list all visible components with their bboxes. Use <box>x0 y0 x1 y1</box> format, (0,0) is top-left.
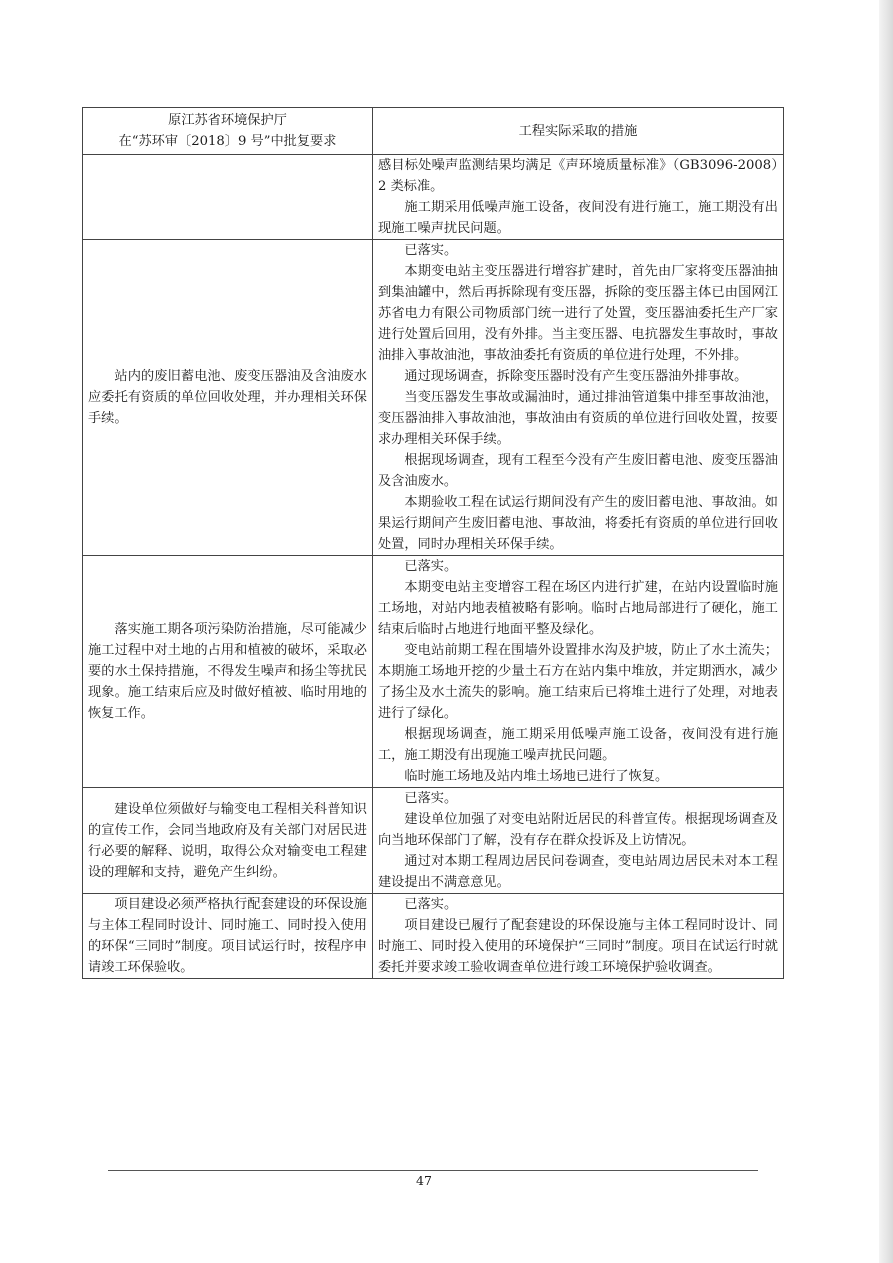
measure-paragraph: 当变压器发生事故或漏油时，通过排油管道集中排至事故油池，变压器油排入事故油池，事故油由有资质的单位进行回收处置，按要求办理相关环保手续。 <box>378 390 778 447</box>
actual-measure-cell <box>373 155 784 240</box>
measure-paragraph: 本期变电站主变压器进行增容扩建时，首先由厂家将变压器油抽到集油罐中，然后再拆除现有变压器，拆除的变压器主体已由国网江苏省电力有限公司物质部门统一进行了处置，变压器油委托生产厂家进行处置后回用，没有外排。当主变压器、电抗器发生事故时，事故油排入事故油池，事故油委托有资质的单位进行处理，不外排。 <box>378 264 778 363</box>
measure-paragraph: 已落实。 <box>404 897 458 912</box>
actual-measure-cell <box>373 556 784 788</box>
measure-paragraph: 根据现场调查，现有工程至今没有产生废旧蓄电池、废变压器油及含油废水。 <box>378 453 778 489</box>
approval-requirement-cell <box>83 788 373 894</box>
table-row <box>83 240 784 556</box>
requirement-text: 落实施工期各项污染防治措施，尽可能减少施工过程中对土地的占用和植被的破坏，采取必要的水土保持措施，不得发生噪声和扬尘等扰民现象。施工结束后应及时做好植被、临时用地的恢复工作。 <box>88 622 367 721</box>
measure-paragraph: 项目建设已履行了配套建设的环保设施与主体工程同时设计、同时施工、同时投入使用的环境保护“三同时”制度。项目在试运行时就委托并要求竣工验收调查单位进行竣工环境保护验收调查。 <box>378 918 778 975</box>
measure-paragraph: 已落实。 <box>404 243 458 258</box>
measure-paragraph: 本期验收工程在试运行期间没有产生的废旧蓄电池、事故油。如果运行期间产生废旧蓄电池、事故油，将委托有资质的单位进行回收处置，同时办理相关环保手续。 <box>378 495 778 552</box>
measure-paragraph: 感目标处噪声监测结果均满足《声环境质量标准》（GB3096-2008）2 类标准。 <box>378 158 778 194</box>
actual-measure-cell <box>373 788 784 894</box>
page-number: 47 <box>416 1173 432 1188</box>
measure-paragraph: 通过对本期工程周边居民问卷调查，变电站周边居民未对本工程建设提出不满意意见。 <box>378 854 778 890</box>
approval-requirement-cell <box>83 894 373 979</box>
footer-divider <box>108 1170 758 1171</box>
actual-measure-cell <box>373 240 784 556</box>
actual-measure-cell <box>373 894 784 979</box>
measure-paragraph: 临时施工场地及站内堆土场地已进行了恢复。 <box>404 769 669 784</box>
requirement-text: 站内的废旧蓄电池、废变压器油及含油废水应委托有资质的单位回收处理，并办理相关环保手续。 <box>88 369 367 426</box>
requirement-text: 项目建设必须严格执行配套建设的环保设施与主体工程同时设计、同时施工、同时投入使用的环保“三同时”制度。项目试运行时，按程序申请竣工环保验收。 <box>88 897 367 975</box>
measure-paragraph: 通过现场调查，拆除变压器时没有产生变压器油外排事故。 <box>404 369 748 384</box>
table-header-row <box>83 108 784 155</box>
header-approval-line2: 在“苏环审〔2018〕9 号”中批复要求 <box>118 134 337 149</box>
measure-paragraph: 施工期采用低噪声施工设备，夜间没有进行施工，施工期没有出现施工噪声扰民问题。 <box>378 200 778 236</box>
table-row <box>83 788 784 894</box>
measure-paragraph: 根据现场调查，施工期采用低噪声施工设备，夜间没有进行施工，施工期没有出现施工噪声扰民问题。 <box>378 727 778 763</box>
table-row <box>83 556 784 788</box>
table-row <box>83 155 784 240</box>
approval-requirement-cell <box>83 155 373 240</box>
measure-paragraph: 已落实。 <box>404 791 458 806</box>
measure-paragraph: 变电站前期工程在围墙外设置排水沟及护坡，防止了水土流失；本期施工场地开挖的少量土石方在站内集中堆放，并定期洒水，减少了扬尘及水土流失的影响。施工结束后已将堆土进行了处理，对地表进行了绿化。 <box>378 643 778 721</box>
requirement-text: 建设单位须做好与输变电工程相关科普知识的宣传工作，会同当地政府及有关部门对居民进行必要的解释、说明，取得公众对输变电工程建设的理解和支持，避免产生纠纷。 <box>88 801 367 880</box>
page-edge-shadow <box>879 0 893 1263</box>
table-body <box>83 155 784 979</box>
header-actual-measures: 工程实际采取的措施 <box>373 108 784 155</box>
measure-paragraph: 建设单位加强了对变电站附近居民的科普宣传。根据现场调查及向当地环保部门了解，没有存在群众投诉及上访情况。 <box>378 812 778 848</box>
approval-requirement-cell <box>83 240 373 556</box>
measure-paragraph: 已落实。 <box>404 559 458 574</box>
approval-requirement-cell <box>83 556 373 788</box>
approval-measures-table <box>82 107 784 979</box>
header-approval-requirements <box>83 108 373 155</box>
measure-paragraph: 本期变电站主变增容工程在场区内进行扩建，在站内设置临时施工场地，对站内地表植被略有影响。临时占地局部进行了硬化，施工结束后临时占地进行地面平整及绿化。 <box>378 580 778 637</box>
table-row <box>83 894 784 979</box>
header-approval-line1: 原江苏省环境保护厅 <box>168 113 287 128</box>
